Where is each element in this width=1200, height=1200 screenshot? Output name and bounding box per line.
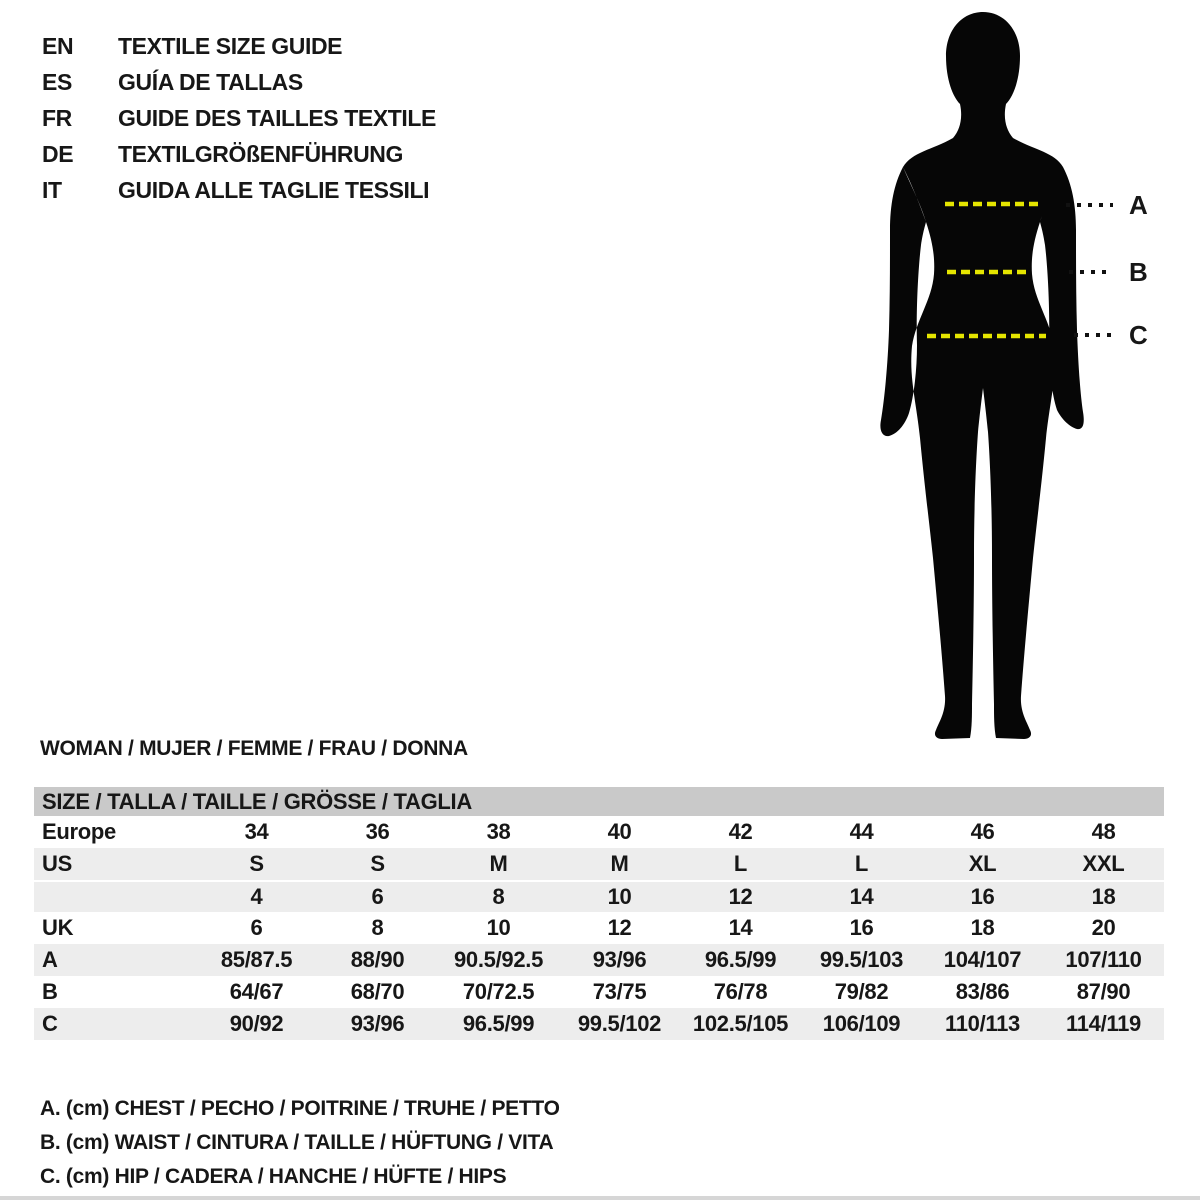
size-cell: 83/86 [955, 979, 1010, 1004]
size-cell: 12 [728, 884, 753, 909]
size-cell: 70/72.5 [462, 979, 535, 1004]
size-cell: 106/109 [822, 1011, 901, 1036]
size-cell: XL [968, 851, 997, 876]
size-cell: 87/90 [1076, 979, 1131, 1004]
guide-title-fr: GUIDE DES TAILLES TEXTILE [118, 104, 436, 131]
size-cell: 73/75 [592, 979, 647, 1004]
size-cell: 6 [371, 884, 384, 909]
language-row-en [42, 28, 436, 64]
size-cell: 114/119 [1066, 1011, 1141, 1036]
row-label: C [42, 1011, 58, 1036]
language-row-es [42, 64, 436, 100]
size-cell: 10 [486, 915, 511, 940]
language-row-fr [42, 100, 436, 136]
language-code: IT [42, 176, 62, 203]
table-row-us-numeric [34, 880, 1164, 912]
size-cell: 10 [607, 884, 632, 909]
language-code: EN [42, 32, 74, 59]
size-cell: 42 [728, 819, 753, 844]
size-cell: 16 [970, 884, 995, 909]
guide-title-en: TEXTILE SIZE GUIDE [118, 32, 343, 59]
size-cell: 38 [486, 819, 511, 844]
chest-marker-label: A [1129, 190, 1148, 220]
size-cell: M [610, 851, 629, 876]
row-label: A [42, 947, 58, 972]
size-cell: M [489, 851, 508, 876]
size-cell: 16 [849, 915, 874, 940]
row-label: UK [42, 915, 74, 940]
size-cell: L [733, 851, 748, 876]
guide-title-de: TEXTILGRÖßENFÜHRUNG [118, 140, 403, 167]
size-cell: 88/90 [350, 947, 405, 972]
size-cell: 102.5/105 [692, 1011, 789, 1036]
size-cell: 68/70 [350, 979, 405, 1004]
size-cell: 14 [728, 915, 753, 940]
size-cell: S [249, 851, 264, 876]
note-chest: A. (cm) CHEST / PECHO / POITRINE / TRUHE / PETTO [40, 1097, 560, 1120]
table-row-hip-c [34, 1008, 1164, 1040]
size-table-header: SIZE / TALLA / TAILLE / GRÖSSE / TAGLIA [34, 787, 1164, 816]
size-cell: L [854, 851, 869, 876]
note-hip: C. (cm) HIP / CADERA / HANCHE / HÜFTE / HIPS [40, 1165, 507, 1188]
language-code: FR [42, 104, 72, 131]
size-cell: 14 [849, 884, 874, 909]
woman-silhouette [880, 12, 1083, 739]
guide-title-it: GUIDA ALLE TAGLIE TESSILI [118, 176, 430, 203]
size-cell: 104/107 [943, 947, 1022, 972]
size-cell: 18 [1091, 884, 1116, 909]
table-row-chest-a [34, 944, 1164, 976]
size-cell: 79/82 [834, 979, 889, 1004]
row-label: B [42, 979, 58, 1004]
size-cell: 110/113 [945, 1011, 1020, 1036]
size-table [34, 787, 1164, 1040]
size-cell: 93/96 [350, 1011, 405, 1036]
size-cell: 93/96 [592, 947, 647, 972]
size-cell: 48 [1091, 819, 1116, 844]
language-code: ES [42, 68, 72, 95]
size-cell: XXL [1082, 851, 1125, 876]
table-row-europe [34, 816, 1164, 848]
size-cell: 12 [607, 915, 632, 940]
size-cell: 34 [244, 819, 269, 844]
size-cell: 99.5/102 [577, 1011, 662, 1036]
waist-marker-label: B [1129, 257, 1148, 287]
size-cell: 20 [1091, 915, 1116, 940]
size-cell: 90.5/92.5 [453, 947, 544, 972]
language-title-list [42, 28, 436, 208]
size-cell: 107/110 [1065, 947, 1142, 972]
size-cell: S [370, 851, 385, 876]
size-cell: 96.5/99 [704, 947, 777, 972]
woman-figure [860, 0, 1160, 760]
row-label: Europe [42, 819, 116, 844]
note-waist: B. (cm) WAIST / CINTURA / TAILLE / HÜFTUNG / VITA [40, 1131, 554, 1154]
table-row-us [34, 848, 1164, 880]
row-label: US [42, 851, 72, 876]
size-cell: 64/67 [229, 979, 284, 1004]
size-cell: 36 [365, 819, 390, 844]
size-cell: 99.5/103 [819, 947, 904, 972]
size-cell: 76/78 [713, 979, 768, 1004]
hip-marker-label: C [1129, 320, 1148, 350]
size-cell: 8 [492, 884, 505, 909]
size-cell: 90/92 [229, 1011, 284, 1036]
measurement-notes [40, 1092, 560, 1194]
language-code: DE [42, 140, 74, 167]
size-cell: 85/87.5 [220, 947, 293, 972]
bottom-border-strip [0, 1196, 1200, 1200]
section-title-woman: WOMAN / MUJER / FEMME / FRAU / DONNA [40, 737, 468, 760]
language-row-de [42, 136, 436, 172]
size-cell: 8 [371, 915, 384, 940]
guide-title-es: GUÍA DE TALLAS [118, 68, 303, 95]
size-cell: 46 [970, 819, 995, 844]
size-cell: 40 [607, 819, 632, 844]
language-row-it [42, 172, 436, 208]
size-cell: 44 [849, 819, 874, 844]
table-row-uk [34, 912, 1164, 944]
size-cell: 6 [250, 915, 263, 940]
size-cell: 96.5/99 [462, 1011, 535, 1036]
size-cell: 4 [250, 884, 263, 909]
table-row-waist-b [34, 976, 1164, 1008]
size-cell: 18 [970, 915, 995, 940]
